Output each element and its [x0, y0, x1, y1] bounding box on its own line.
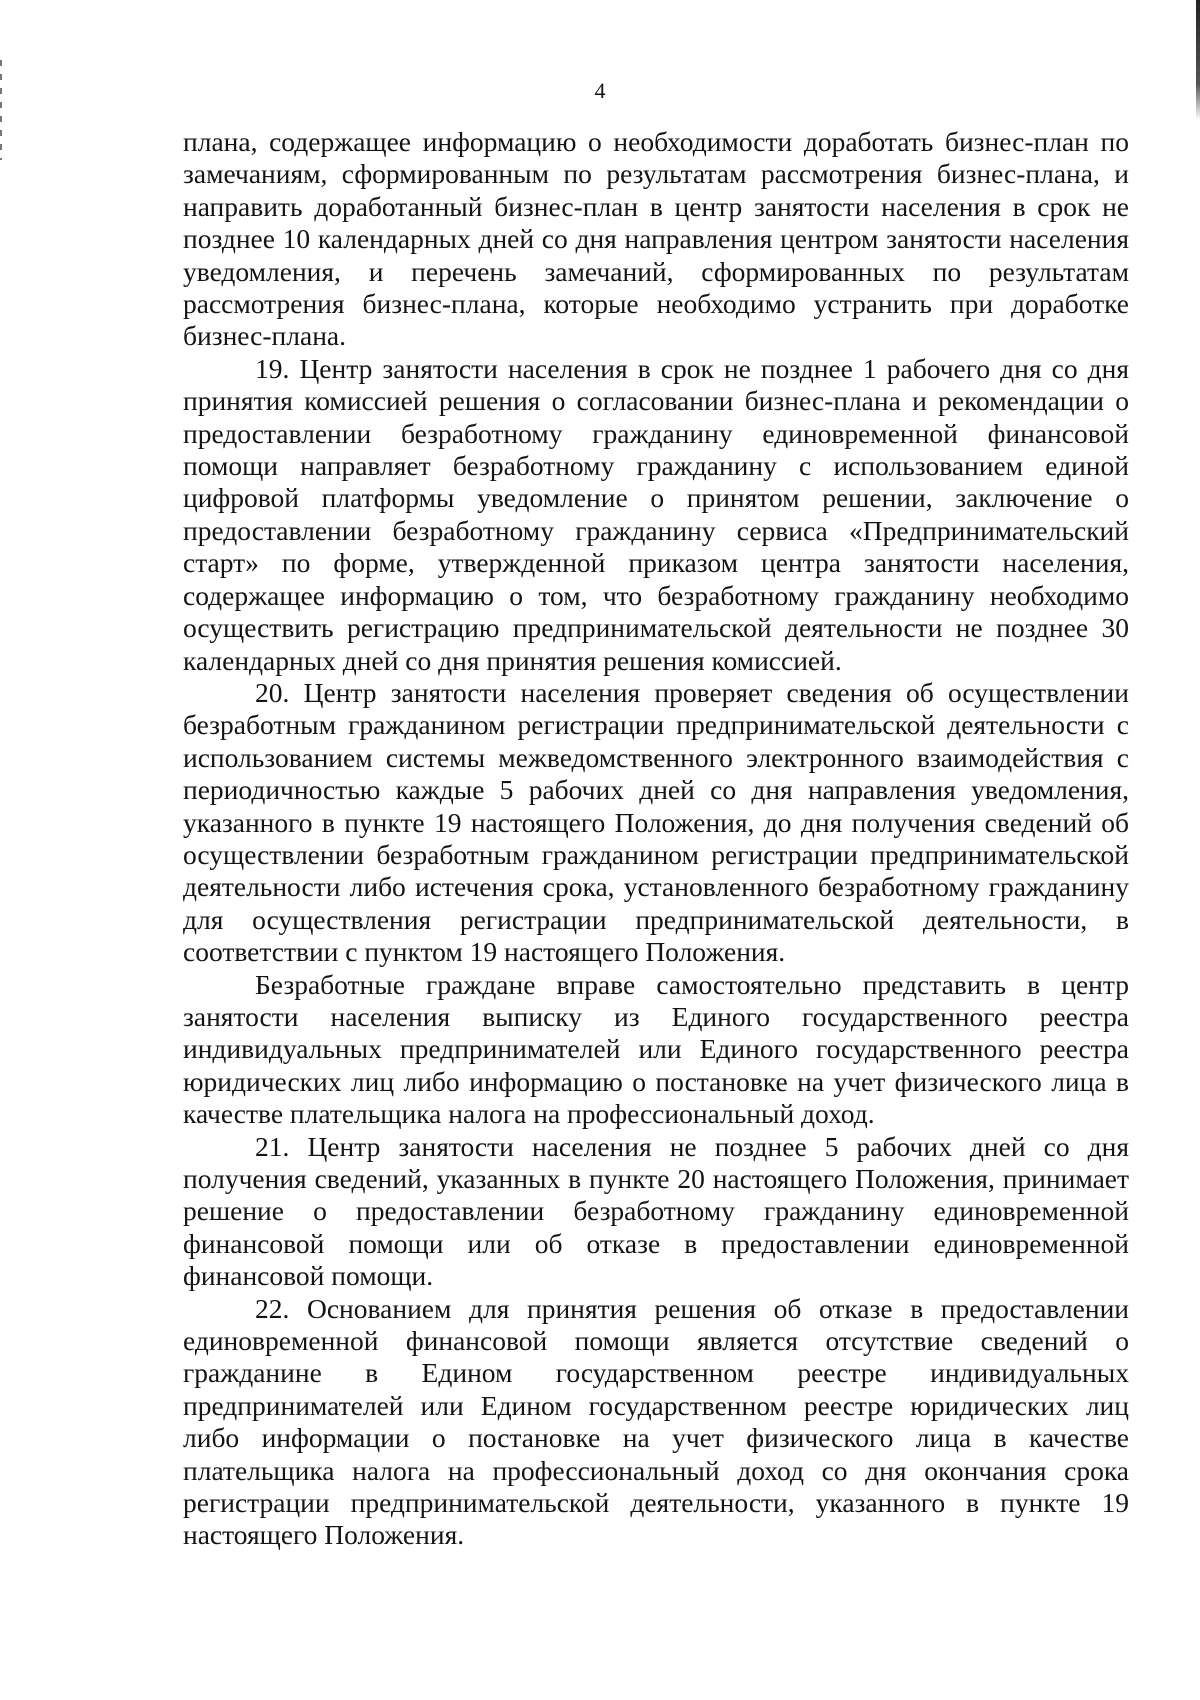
- document-body: [183, 126, 1129, 1552]
- paragraph-22: 22. Основанием для принятия решения об отказе в предоставлении единовременной финансовой помощи является отсутствие сведений о гражданине в Едином государственном реестре индивидуальных предпринимателей или Едином государственном реестре юридических лиц либо информации о постановке на учет физического лица в качестве плательщика налога на профессиональный доход со дня окончания срока регистрации предпринимательской деятельности, указанного в пункте 19 настоящего Положения.: [183, 1292, 1129, 1551]
- scan-edge-mark: [0, 60, 2, 160]
- scan-edge-shadow: [1196, 0, 1200, 120]
- paragraph-19: 19. Центр занятости населения в срок не позднее 1 рабочего дня со дня принятия комиссией решения о согласовании бизнес-плана и рекомендации о предоставлении безработному гражданину единовременной финансовой помощи направляет безработному гражданину с использованием единой цифровой платформы уведомление о принятом решении, заключение о предоставлении безработному гражданину сервиса «Предпринимательский старт» по форме, утвержденной приказом центра занятости населения, содержащее информацию о том, что безработному гражданину необходимо осуществить регистрацию предпринимательской деятельности не позднее 30 календарных дней со дня принятия решения комиссией.: [183, 352, 1129, 676]
- paragraph-20-additional: Безработные граждане вправе самостоятельно представить в центр занятости населения выписку из Единого государственного реестра индивидуальных предпринимателей или Единого государственного реестра юридических лиц либо информацию о постановке на учет физического лица в качестве плательщика налога на профессиональный доход.: [183, 968, 1129, 1130]
- paragraph-21: 21. Центр занятости населения не позднее 5 рабочих дней со дня получения сведений, указанных в пункте 20 настоящего Положения, принимает решение о предоставлении безработному гражданину единовременной финансовой помощи или об отказе в предоставлении единовременной финансовой помощи.: [183, 1130, 1129, 1292]
- paragraph-20: 20. Центр занятости населения проверяет сведения об осуществлении безработным гражданином регистрации предпринимательской деятельности с использованием системы межведомственного электронного взаимодействия с периодичностью каждые 5 рабочих дней со дня направления уведомления, указанного в пункте 19 настоящего Положения, до дня получения сведений об осуществлении безработным гражданином регистрации предпринимательской деятельности либо истечения срока, установленного безработному гражданину для осуществления регистрации предпринимательской деятельности, в соответствии с пунктом 19 настоящего Положения.: [183, 676, 1129, 968]
- paragraph-continuation: плана, содержащее информацию о необходимости доработать бизнес-план по замечаниям, сформированным по результатам рассмотрения бизнес-плана, и направить доработанный бизнес-план в центр занятости населения в срок не позднее 10 календарных дней со дня направления центром занятости населения уведомления, и перечень замечаний, сформированных по результатам рассмотрения бизнес-плана, которые необходимо устранить при доработке бизнес-плана.: [183, 126, 1129, 352]
- page-number: 4: [594, 78, 606, 103]
